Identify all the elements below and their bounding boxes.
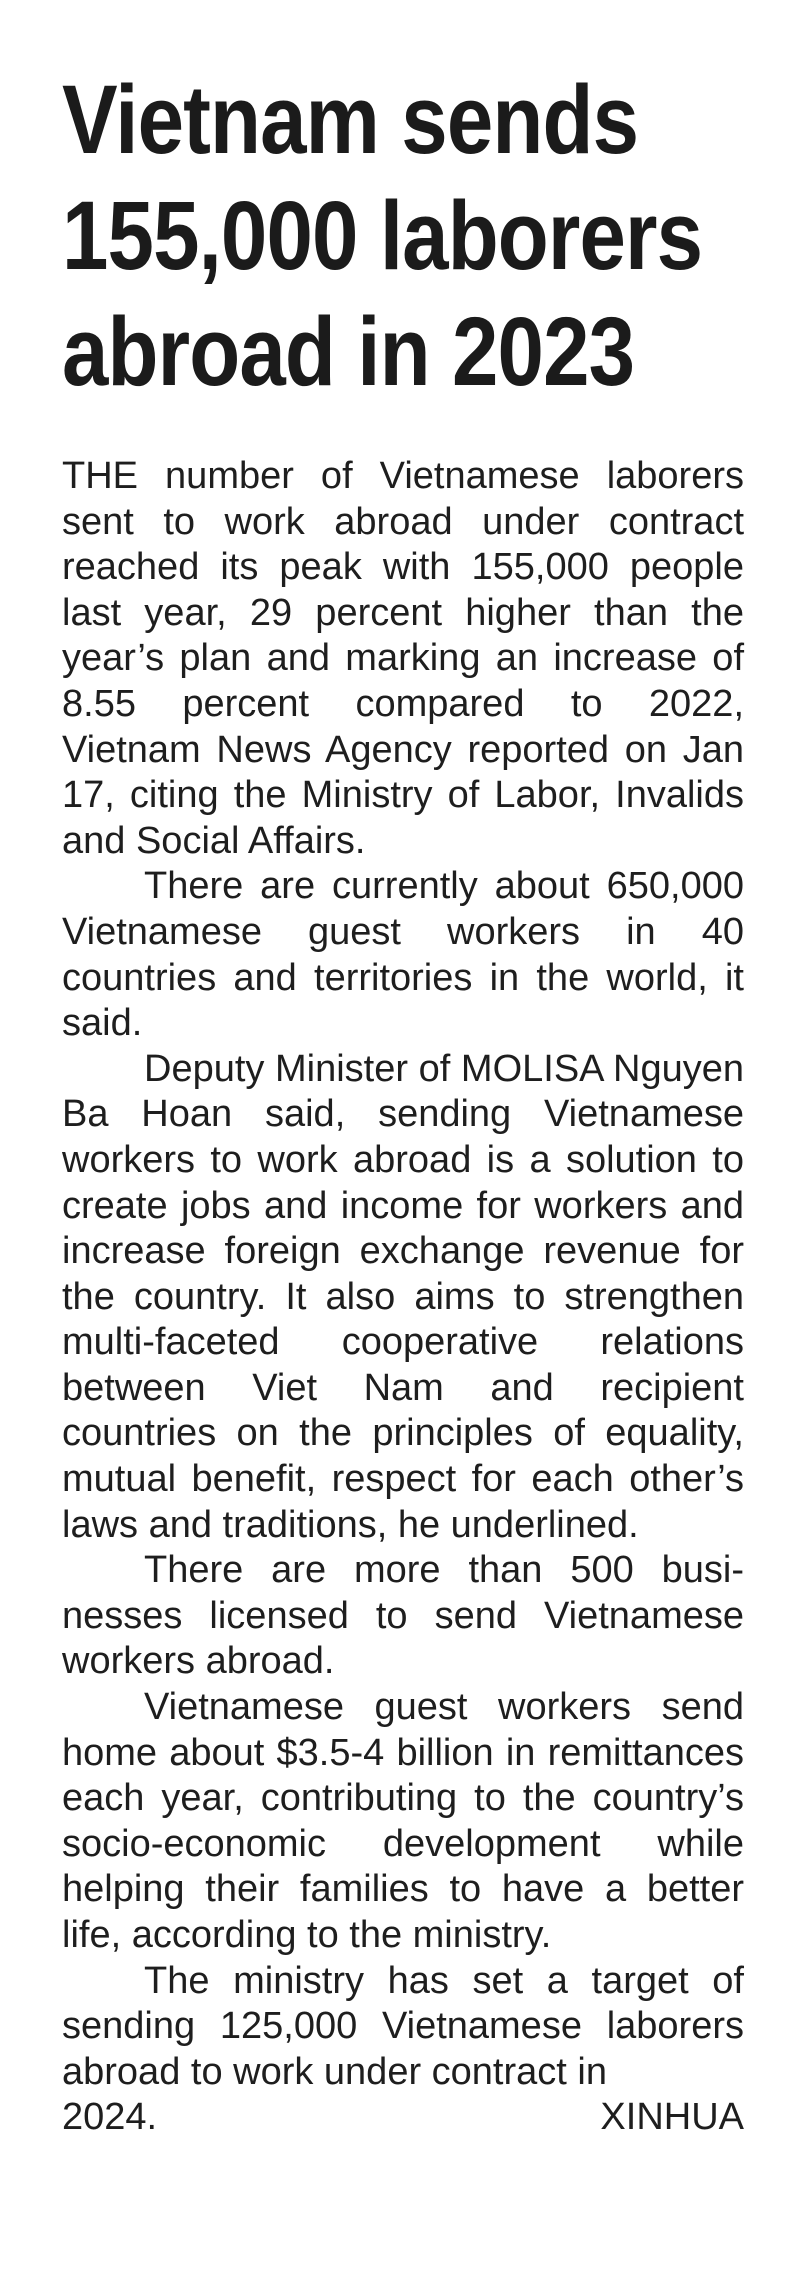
paragraph: There are more than 500 businesses licensed to send Vietnamese workers abroad. bbox=[62, 1549, 744, 1683]
closing-text: 2024. bbox=[62, 2096, 158, 2139]
paragraph: Vietnamese guest workers send home about $3.5-4 billion in remittances each year, contributing to the country’s socio-economic development while helping their families to have a better life, according to the ministry. bbox=[62, 1686, 744, 1956]
paragraph: Deputy Minister of MOLISA Nguyen Ba Hoan said, sending Vietnamese workers to work abroad is a solution to create jobs and income for workers and increase foreign exchange revenue for the country. It also aims to strengthen multi-faceted cooperative relations between Viet Nam and recipient countries on the principles of equality, mutual benefit, respect for each other’s laws and traditions, he underlined. bbox=[62, 1047, 744, 1546]
headline bbox=[62, 62, 750, 410]
headline-line: abroad in 2023 bbox=[62, 297, 635, 406]
closing-line bbox=[62, 2095, 744, 2141]
article-body bbox=[62, 454, 744, 2141]
paragraph: The ministry has set a target of sending 125,000 Vietnamese laborers abroad to work under contract in bbox=[62, 1959, 744, 2093]
headline-line: 155,000 laborers bbox=[62, 181, 703, 290]
headline-line: Vietnam sends bbox=[62, 65, 639, 174]
paragraph: There are currently about 650,000 Vietnamese guest workers in 40 countries and territories in the world, it said. bbox=[62, 865, 744, 1045]
news-article bbox=[62, 62, 744, 2141]
byline: XINHUA bbox=[600, 2096, 744, 2139]
paragraph-lead: THE number of Vietnamese laborers sent to work abroad under contract reached its peak with 155,000 people last year, 29 percent higher than the year’s plan and marking an increase of 8.55 percent compared to 2022, Vietnam News Agency reported on Jan 17, citing the Ministry of Labor, Invalids and Social Affairs. bbox=[62, 455, 744, 862]
